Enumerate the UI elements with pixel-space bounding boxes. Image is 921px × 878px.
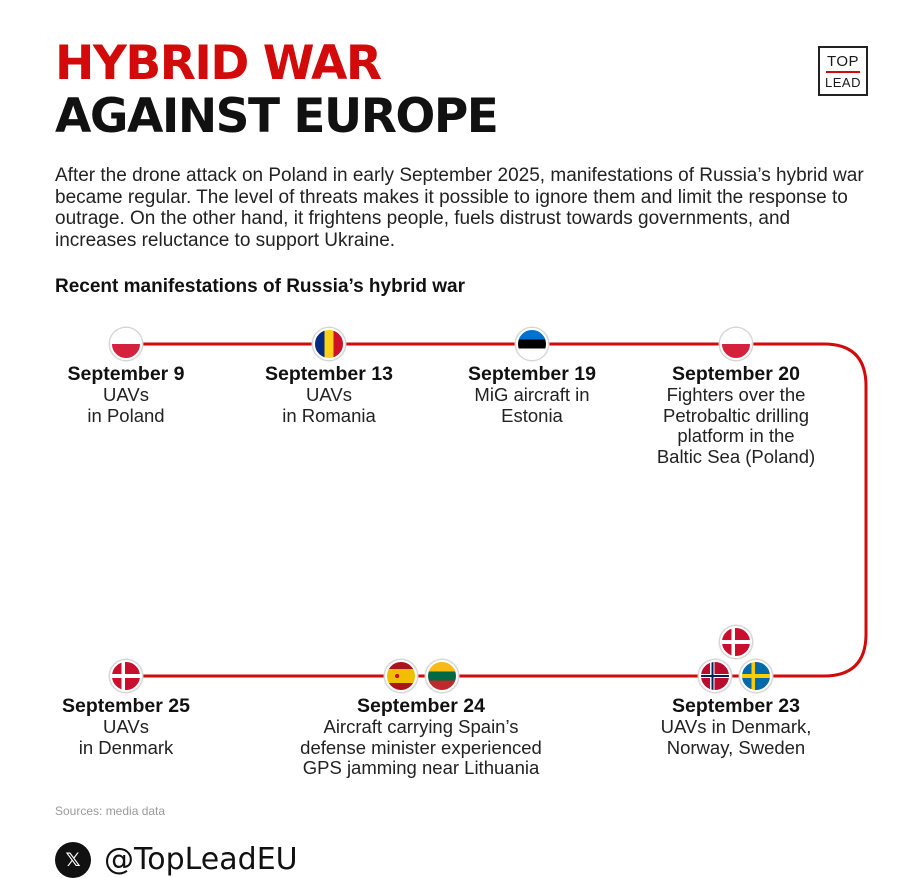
social-handle[interactable]: @TopLeadEU (104, 842, 298, 877)
event-date: September 13 (265, 363, 393, 385)
estonia-flag-icon (516, 328, 548, 360)
sources-note: Sources: media data (55, 804, 166, 818)
event-date: September 19 (468, 363, 596, 385)
romania-flag-icon (313, 328, 345, 360)
timeline-heading: Recent manifestations of Russia’s hybrid war (55, 276, 466, 297)
poland-flag-icon (720, 328, 752, 360)
event-september-25 (36, 696, 216, 758)
x-logo-icon[interactable]: 𝕏 (55, 842, 91, 878)
logo-top-text: TOP (826, 53, 860, 70)
event-date: September 20 (672, 363, 800, 385)
norway-flag-icon (699, 660, 731, 692)
event-description: UAVs in Poland (87, 384, 165, 426)
event-date: September 9 (67, 363, 185, 385)
event-description: UAVs in Denmark, Norway, Sweden (660, 716, 812, 758)
event-september-24 (261, 696, 581, 779)
event-september-13 (239, 364, 419, 426)
event-description: MiG aircraft in Estonia (474, 384, 590, 426)
event-september-9 (36, 364, 216, 426)
poland-flag-icon (110, 328, 142, 360)
denmark-flag-icon (720, 626, 752, 658)
denmark-flag-icon (110, 660, 142, 692)
event-september-23 (626, 696, 846, 758)
intro-paragraph: After the drone attack on Poland in early September 2025, manifestations of Russia’s hybrid war became regular. The level of threats makes it possible to ignore them and limit the response to outrage. On the other hand, it frightens people, fuels distrust towards governments, and increases reluctance to support Ukraine. (55, 165, 864, 251)
event-date: September 24 (357, 695, 485, 717)
event-description: Aircraft carrying Spain’s defense minister experienced GPS jamming near Lithuania (300, 716, 542, 778)
spain-flag-icon (385, 660, 417, 692)
event-description: UAVs in Denmark (78, 716, 174, 758)
event-description: Fighters over the Petrobaltic drilling platform in the Baltic Sea (Poland) (656, 384, 816, 467)
logo-bottom-text: LEAD (825, 75, 861, 90)
event-september-20 (646, 364, 826, 467)
lithuania-flag-icon (426, 660, 458, 692)
title-line-1: HYBRID WAR (55, 36, 381, 91)
event-description: UAVs in Romania (282, 384, 376, 426)
event-september-19 (442, 364, 622, 426)
event-date: September 23 (672, 695, 800, 717)
sweden-flag-icon (740, 660, 772, 692)
event-date: September 25 (62, 695, 190, 717)
title-line-2: AGAINST EUROPE (55, 89, 498, 144)
